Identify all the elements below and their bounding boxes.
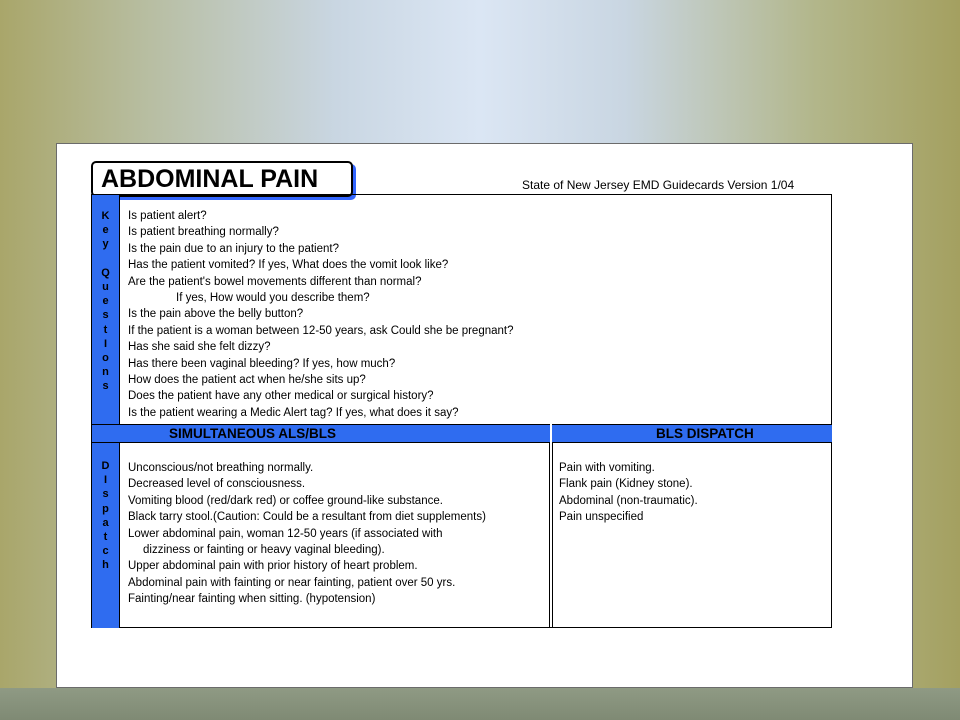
question-line: Has the patient vomited? If yes, What does the vomit look like?: [128, 259, 449, 272]
question-line: How does the patient act when he/she sits up?: [128, 373, 366, 386]
bls-dispatch-line: Abdominal (non-traumatic).: [559, 494, 698, 507]
als-dispatch-line: Lower abdominal pain, woman 12-50 years (if associated with: [128, 527, 443, 540]
bls-dispatch-header: [552, 424, 832, 443]
bls-dispatch-line: Flank pain (Kidney stone).: [559, 478, 693, 491]
als-dispatch-line: Unconscious/not breathing normally.: [128, 462, 314, 474]
als-dispatch-line: Black tarry stool.(Caution: Could be a resultant from diet supplements): [128, 511, 486, 524]
bls-dispatch-list: [559, 460, 698, 526]
question-line: Has she said she felt dizzy?: [128, 341, 271, 354]
sidebar-letter: s: [102, 380, 109, 393]
als-bls-header-label: SIMULTANEOUS ALS/BLS: [169, 426, 336, 441]
guidecard-page: [56, 143, 913, 688]
sidebar-letter: I: [103, 474, 108, 487]
als-dispatch-line: Abdominal pain with fainting or near fainting, patient over 50 yrs.: [128, 576, 456, 589]
question-line: Is patient alert?: [128, 210, 207, 222]
sidebar-letter: y: [102, 238, 109, 251]
sidebar-letter: c: [102, 545, 109, 558]
question-line: Are the patient's bowel movements different than normal?: [128, 275, 422, 288]
sidebar-letter: t: [103, 530, 108, 543]
column-divider-right: [552, 443, 553, 628]
bls-dispatch-line: Pain unspecified: [559, 511, 644, 524]
guidecard-frame: [91, 194, 832, 628]
sidebar-letter: s: [102, 309, 109, 322]
key-questions-sidebar: [92, 195, 120, 424]
question-line: Does the patient have any other medical or surgical history?: [128, 390, 434, 403]
sidebar-letter: h: [102, 559, 109, 572]
bls-dispatch-header-label: BLS DISPATCH: [656, 426, 754, 441]
als-dispatch-line: Vomiting blood (red/dark red) or coffee ground-like substance.: [128, 494, 443, 507]
page-title: ABDOMINAL PAIN: [91, 161, 353, 197]
sidebar-letter: t: [103, 323, 108, 336]
question-line: Has there been vaginal bleeding? If yes, how much?: [128, 357, 396, 370]
bls-dispatch-line: Pain with vomiting.: [559, 462, 655, 474]
als-bls-header: [92, 424, 550, 443]
question-line: Is the pain due to an injury to the patient?: [128, 242, 339, 255]
column-divider-left: [549, 443, 550, 628]
question-line: Is the patient wearing a Medic Alert tag? If yes, what does it say?: [128, 406, 459, 419]
question-line: If the patient is a woman between 12-50 years, ask Could she be pregnant?: [128, 324, 514, 337]
als-dispatch-line: Fainting/near fainting when sitting. (hypotension): [128, 593, 376, 606]
question-line: If yes, How would you describe them?: [176, 291, 370, 304]
sidebar-letter: I: [103, 337, 108, 350]
sidebar-letter: o: [102, 351, 109, 364]
question-line: Is the pain above the belly button?: [128, 308, 304, 321]
als-dispatch-line: Decreased level of consciousness.: [128, 478, 306, 491]
question-line: Is patient breathing normally?: [128, 226, 279, 239]
slide-bottom-band: [0, 688, 960, 720]
als-dispatch-line: dizziness or fainting or heavy vaginal bleeding).: [143, 543, 385, 556]
als-dispatch-list: [128, 460, 486, 608]
sidebar-letter: e: [102, 295, 109, 308]
sidebar-letter: D: [101, 460, 110, 472]
version-label: State of New Jersey EMD Guidecards Version 1/04: [522, 178, 795, 192]
sidebar-letter: u: [102, 280, 109, 293]
sidebar-letter: a: [102, 516, 109, 529]
sidebar-letter: p: [102, 502, 109, 515]
sidebar-letter: e: [102, 224, 109, 237]
sidebar-letter: n: [102, 366, 109, 379]
key-questions-list: [128, 208, 514, 421]
sidebar-letter: K: [101, 210, 110, 222]
sidebar-letter: s: [102, 488, 109, 501]
sidebar-letter: Q: [101, 266, 110, 279]
dispatch-sidebar: [92, 443, 120, 628]
als-dispatch-line: Upper abdominal pain with prior history of heart problem.: [128, 560, 418, 573]
